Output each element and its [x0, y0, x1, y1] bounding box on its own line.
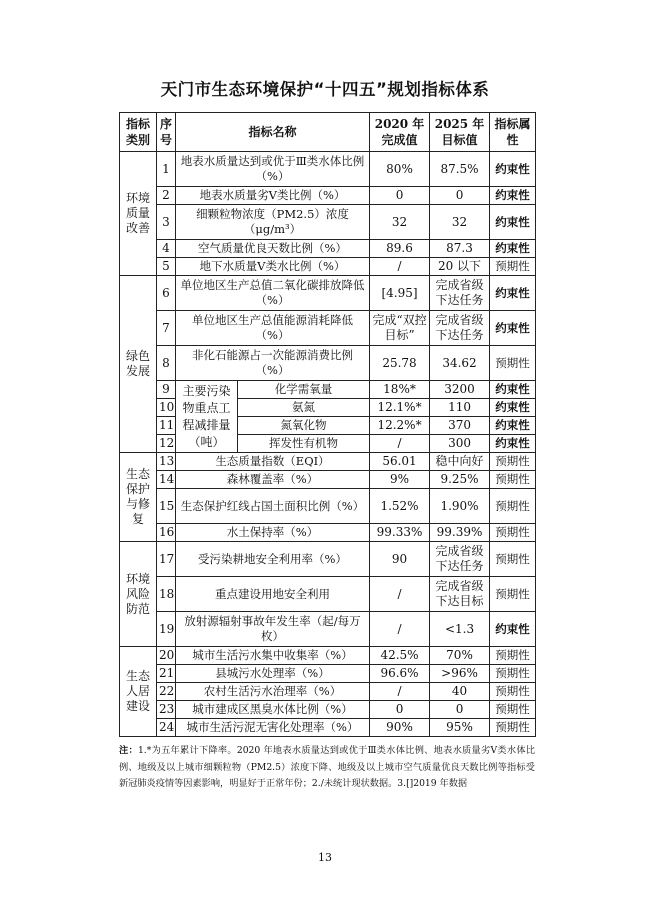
row-v2020: 12.2%*: [370, 417, 430, 435]
row-attr: 预期性: [490, 542, 536, 577]
row-attr: 约束性: [490, 399, 536, 417]
row-attr: 预期性: [490, 471, 536, 489]
row-v2025: 87.5%: [430, 152, 490, 187]
row-seq: 6: [157, 276, 176, 311]
category-live: 生态人居建设: [120, 647, 157, 737]
row-attr: 预期性: [490, 346, 536, 381]
row-seq: 2: [157, 187, 176, 205]
row-v2020: /: [370, 577, 430, 612]
row-seq: 1: [157, 152, 176, 187]
row-attr: 预期性: [490, 577, 536, 612]
row-v2025: 0: [430, 701, 490, 719]
row-name: 细颗粒物浓度（PM2.5）浓度（μg/m³）: [176, 205, 370, 240]
row-seq: 10: [157, 399, 176, 417]
category-green: 绿色发展: [120, 276, 157, 453]
row-name: 森林覆盖率（%）: [176, 471, 370, 489]
row-v2020: 0: [370, 701, 430, 719]
row-name: 氨氮: [238, 399, 370, 417]
row-v2020: 80%: [370, 152, 430, 187]
row-attr: 预期性: [490, 683, 536, 701]
row-name: 化学需氧量: [238, 381, 370, 399]
row-v2025: 370: [430, 417, 490, 435]
row-attr: 预期性: [490, 258, 536, 276]
row-v2025: 99.39%: [430, 524, 490, 542]
table-row: [120, 381, 536, 399]
row-v2020: /: [370, 258, 430, 276]
row-seq: 17: [157, 542, 176, 577]
row-v2025: 稳中向好: [430, 453, 490, 471]
row-v2020: 18%*: [370, 381, 430, 399]
row-name: 放射源辐射事故年发生率（起/每万枚）: [176, 612, 370, 647]
row-v2025: 34.62: [430, 346, 490, 381]
row-attr: 预期性: [490, 719, 536, 737]
row-v2025: 1.90%: [430, 489, 490, 524]
category-env: 环境质量改善: [120, 152, 157, 276]
row-name: 空气质量优良天数比例（%）: [176, 240, 370, 258]
row-attr: 约束性: [490, 240, 536, 258]
row-attr: 约束性: [490, 276, 536, 311]
row-v2025: 3200: [430, 381, 490, 399]
table-row: [120, 346, 536, 381]
table-row: [120, 311, 536, 346]
table-row: [120, 187, 536, 205]
row-v2020: /: [370, 612, 430, 647]
row-attr: 约束性: [490, 187, 536, 205]
header-seq: 序号: [157, 113, 176, 152]
row-v2020: 56.01: [370, 453, 430, 471]
header-category: 指标类别: [120, 113, 157, 152]
row-v2025: >96%: [430, 665, 490, 683]
row-v2020: 9%: [370, 471, 430, 489]
table-note: [119, 743, 535, 793]
table-row: [120, 647, 536, 665]
row-v2025: 完成省级下达任务: [430, 311, 490, 346]
table-row: [120, 665, 536, 683]
row-name: 城市建成区黑臭水体比例（%）: [176, 701, 370, 719]
header-attr: 指标属性: [490, 113, 536, 152]
row-attr: 预期性: [490, 647, 536, 665]
note-text: 1.*为五年累计下降率。2020 年地表水质量达到或优于Ⅲ类水体比例、地表水质量劣Ⅴ类水体比例、地级及以上城市细颗粒物（PM2.5）浓度下降、地级及以上城市空气质量优良天数比例等指标受新冠肺炎疫情等因素影响，明显好于正常年份；2./未统计现状数据。3.[]2019 年数据: [119, 745, 536, 789]
row-name: 单位地区生产总值二氧化碳排放降低（%）: [176, 276, 370, 311]
row-seq: 8: [157, 346, 176, 381]
row-name: 受污染耕地安全利用率（%）: [176, 542, 370, 577]
row-attr: 预期性: [490, 701, 536, 719]
row-name: 县城污水处理率（%）: [176, 665, 370, 683]
row-seq: 16: [157, 524, 176, 542]
table-row: [120, 276, 536, 311]
table-row: [120, 577, 536, 612]
row-v2025: 9.25%: [430, 471, 490, 489]
row-attr: 约束性: [490, 381, 536, 399]
row-v2020: 0: [370, 187, 430, 205]
row-v2025: 20 以下: [430, 258, 490, 276]
table-row: [120, 524, 536, 542]
row-v2020: 90: [370, 542, 430, 577]
row-v2020: /: [370, 683, 430, 701]
row-name: 城市生活污水集中收集率（%）: [176, 647, 370, 665]
row-attr: 约束性: [490, 152, 536, 187]
row-v2020: /: [370, 435, 430, 453]
row-v2025: 300: [430, 435, 490, 453]
row-seq: 21: [157, 665, 176, 683]
table-row: [120, 240, 536, 258]
row-name: 生态保护红线占国土面积比例（%）: [176, 489, 370, 524]
row-name: 城市生活污泥无害化处理率（%）: [176, 719, 370, 737]
row-v2020: [4.95]: [370, 276, 430, 311]
row-seq: 18: [157, 577, 176, 612]
header-name: 指标名称: [176, 113, 370, 152]
row-v2020: 99.33%: [370, 524, 430, 542]
table-row: [120, 612, 536, 647]
table-header-row: [120, 113, 536, 152]
row-v2020: 32: [370, 205, 430, 240]
table-row: [120, 258, 536, 276]
row-name: 氮氧化物: [238, 417, 370, 435]
row-seq: 12: [157, 435, 176, 453]
row-v2025: 40: [430, 683, 490, 701]
row-v2025: 87.3: [430, 240, 490, 258]
table-row: [120, 205, 536, 240]
row-v2020: 96.6%: [370, 665, 430, 683]
table-row: [120, 701, 536, 719]
row-v2020: 25.78: [370, 346, 430, 381]
row-v2025: 95%: [430, 719, 490, 737]
row-name: 地表水质量劣Ⅴ类比例（%）: [176, 187, 370, 205]
table-row: [120, 542, 536, 577]
row-seq: 9: [157, 381, 176, 399]
row-v2025: <1.3: [430, 612, 490, 647]
row-v2025: 完成省级下达任务: [430, 542, 490, 577]
row-v2020: 90%: [370, 719, 430, 737]
row-v2020: 1.52%: [370, 489, 430, 524]
row-name: 地下水质量Ⅴ类水比例（%）: [176, 258, 370, 276]
table-row: [120, 453, 536, 471]
table-row: [120, 719, 536, 737]
note-label: 注：: [119, 745, 138, 756]
header-2025: 2025 年目标值: [430, 113, 490, 152]
row-attr: 约束性: [490, 205, 536, 240]
row-seq: 5: [157, 258, 176, 276]
row-seq: 19: [157, 612, 176, 647]
row-attr: 约束性: [490, 435, 536, 453]
row-seq: 13: [157, 453, 176, 471]
row-seq: 20: [157, 647, 176, 665]
row-name: 单位地区生产总值能源消耗降低（%）: [176, 311, 370, 346]
row-v2025: 完成省级下达任务: [430, 276, 490, 311]
row-name: 水土保持率（%）: [176, 524, 370, 542]
table-row: [120, 152, 536, 187]
row-seq: 22: [157, 683, 176, 701]
row-name: 地表水质量达到或优于Ⅲ类水体比例（%）: [176, 152, 370, 187]
row-name: 农村生活污水治理率（%）: [176, 683, 370, 701]
header-2020: 2020 年完成值: [370, 113, 430, 152]
row-attr: 约束性: [490, 612, 536, 647]
row-seq: 3: [157, 205, 176, 240]
page-title: 天门市生态环境保护“十四五”规划指标体系: [160, 80, 490, 99]
category-eco: 生态保护与修复: [120, 453, 157, 542]
row-name: 重点建设用地安全利用: [176, 577, 370, 612]
page-number: 13: [318, 851, 332, 864]
row-v2020: 42.5%: [370, 647, 430, 665]
row-v2025: 110: [430, 399, 490, 417]
table-row: [120, 489, 536, 524]
row-seq: 14: [157, 471, 176, 489]
table-row: [120, 683, 536, 701]
row-name: 挥发性有机物: [238, 435, 370, 453]
row-attr: 预期性: [490, 524, 536, 542]
row-seq: 23: [157, 701, 176, 719]
indicator-table: [119, 112, 536, 737]
row-v2020: 89.6: [370, 240, 430, 258]
row-v2025: 0: [430, 187, 490, 205]
row-seq: 11: [157, 417, 176, 435]
row-attr: 约束性: [490, 311, 536, 346]
row-v2025: 完成省级下达目标: [430, 577, 490, 612]
row-v2025: 70%: [430, 647, 490, 665]
row-attr: 预期性: [490, 453, 536, 471]
row-attr: 约束性: [490, 417, 536, 435]
row-v2020: 完成“双控目标”: [370, 311, 430, 346]
row-seq: 24: [157, 719, 176, 737]
row-attr: 预期性: [490, 489, 536, 524]
row-v2020: 12.1%*: [370, 399, 430, 417]
category-risk: 环境风险防范: [120, 542, 157, 647]
row-v2025: 32: [430, 205, 490, 240]
row-seq: 4: [157, 240, 176, 258]
table-row: [120, 471, 536, 489]
row-name: 非化石能源占一次能源消费比例（%）: [176, 346, 370, 381]
row-name: 生态质量指数（EQI）: [176, 453, 370, 471]
pollutant-group-label: 主要污染物重点工程减排量（吨）: [176, 381, 238, 453]
row-seq: 15: [157, 489, 176, 524]
row-attr: 预期性: [490, 665, 536, 683]
row-seq: 7: [157, 311, 176, 346]
